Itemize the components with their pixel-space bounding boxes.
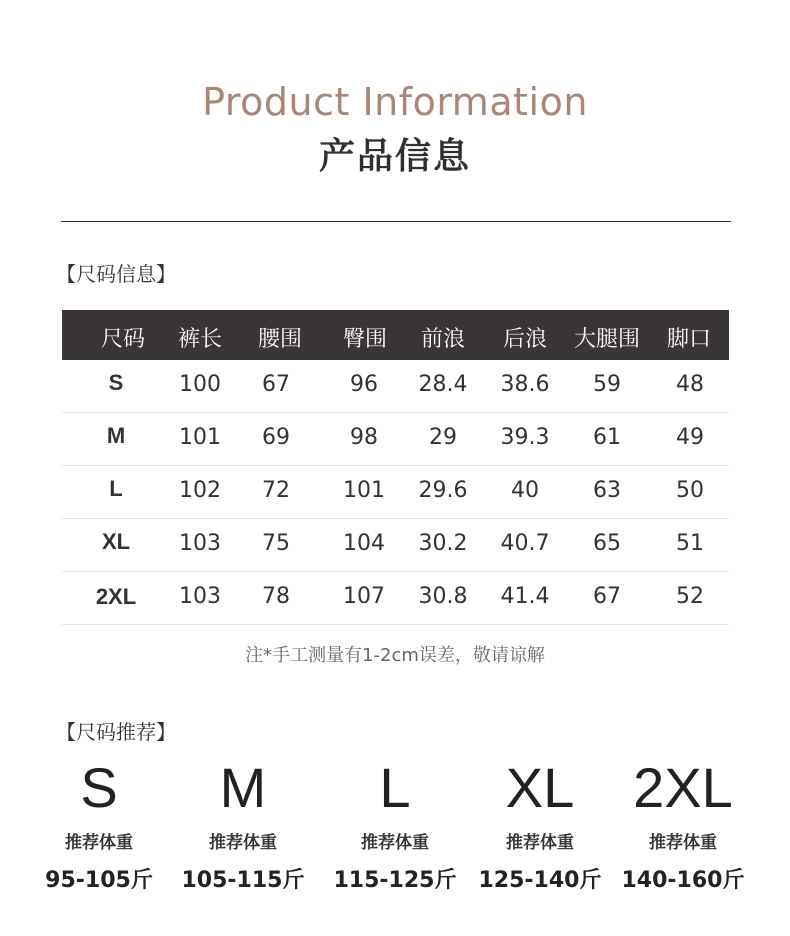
table-cell: 75 <box>262 531 290 556</box>
table-row <box>62 519 729 572</box>
table-cell: 63 <box>593 478 621 503</box>
weight-range: 140-160斤 <box>621 868 745 893</box>
weight-range: 125-140斤 <box>478 868 602 893</box>
column-header: 脚口 <box>666 327 711 352</box>
column-header: 尺码 <box>100 327 145 352</box>
size-info-label: 【尺码信息】 <box>56 262 176 286</box>
size-recommendation-item <box>470 752 610 894</box>
table-cell: M <box>106 423 126 448</box>
recommended-size: 2XL <box>633 756 733 819</box>
size-recommendation-item <box>29 752 169 894</box>
table-cell: 48 <box>676 372 704 397</box>
size-recommendation-label: 【尺码推荐】 <box>56 720 176 744</box>
weight-range: 115-125斤 <box>333 868 457 893</box>
table-row <box>62 466 729 519</box>
title-english: Product Information <box>202 80 588 124</box>
table-cell: 65 <box>593 531 621 556</box>
table-cell: 29 <box>429 425 457 450</box>
recommended-size: L <box>379 756 411 819</box>
table-cell: 78 <box>262 584 290 609</box>
table-cell: 59 <box>593 372 621 397</box>
table-cell: 30.2 <box>418 531 468 556</box>
table-cell: 2XL <box>95 584 137 609</box>
table-row <box>62 360 729 413</box>
table-cell: 101 <box>343 478 385 503</box>
divider <box>61 221 731 222</box>
title-chinese: 产品信息 <box>318 136 471 177</box>
table-row <box>62 572 729 625</box>
measurement-note: 注*手工测量有1-2cm误差，敬请谅解 <box>245 645 545 666</box>
table-cell: 72 <box>262 478 290 503</box>
table-cell: 39.3 <box>500 425 550 450</box>
size-recommendation-item <box>173 752 313 894</box>
table-cell: 101 <box>179 425 221 450</box>
table-cell: 98 <box>350 425 378 450</box>
table-cell: 96 <box>350 372 378 397</box>
column-header: 后浪 <box>502 327 547 352</box>
table-cell: 51 <box>676 531 704 556</box>
table-cell: XL <box>101 529 131 554</box>
column-header: 大腿围 <box>573 327 640 352</box>
recommended-size: M <box>219 756 267 819</box>
table-cell: 103 <box>179 531 221 556</box>
table-cell: 102 <box>179 478 221 503</box>
table-cell: 104 <box>343 531 385 556</box>
table-cell: 52 <box>676 584 704 609</box>
table-cell: L <box>109 476 123 501</box>
table-cell: 40 <box>511 478 539 503</box>
weight-range: 105-115斤 <box>181 868 305 893</box>
weight-caption: 推荐体重 <box>506 833 574 853</box>
table-cell: 103 <box>179 584 221 609</box>
table-cell: 38.6 <box>500 372 550 397</box>
weight-caption: 推荐体重 <box>209 833 277 853</box>
table-cell: 40.7 <box>500 531 550 556</box>
size-table <box>62 310 729 625</box>
table-cell: 69 <box>262 425 290 450</box>
table-cell: 67 <box>262 372 290 397</box>
table-cell: 100 <box>179 372 221 397</box>
weight-caption: 推荐体重 <box>649 833 717 853</box>
table-header <box>62 310 729 360</box>
recommended-size: S <box>80 756 118 819</box>
table-cell: 107 <box>343 584 385 609</box>
table-cell: 49 <box>676 425 704 450</box>
table-cell: S <box>108 370 124 395</box>
table-cell: 67 <box>593 584 621 609</box>
column-header: 腰围 <box>257 327 302 352</box>
table-cell: 28.4 <box>418 372 468 397</box>
table-cell: 50 <box>676 478 704 503</box>
column-header: 裤长 <box>177 327 222 352</box>
table-cell: 41.4 <box>500 584 550 609</box>
size-recommendation-item <box>325 752 465 894</box>
table-row <box>62 413 729 466</box>
size-recommendation-item <box>613 752 753 894</box>
column-header: 前浪 <box>420 327 465 352</box>
table-cell: 29.6 <box>418 478 468 503</box>
table-cell: 61 <box>593 425 621 450</box>
weight-caption: 推荐体重 <box>65 833 133 853</box>
weight-caption: 推荐体重 <box>361 833 429 853</box>
weight-range: 95-105斤 <box>45 868 153 893</box>
recommended-size: XL <box>505 756 575 819</box>
table-cell: 30.8 <box>418 584 468 609</box>
column-header: 臀围 <box>342 327 387 352</box>
